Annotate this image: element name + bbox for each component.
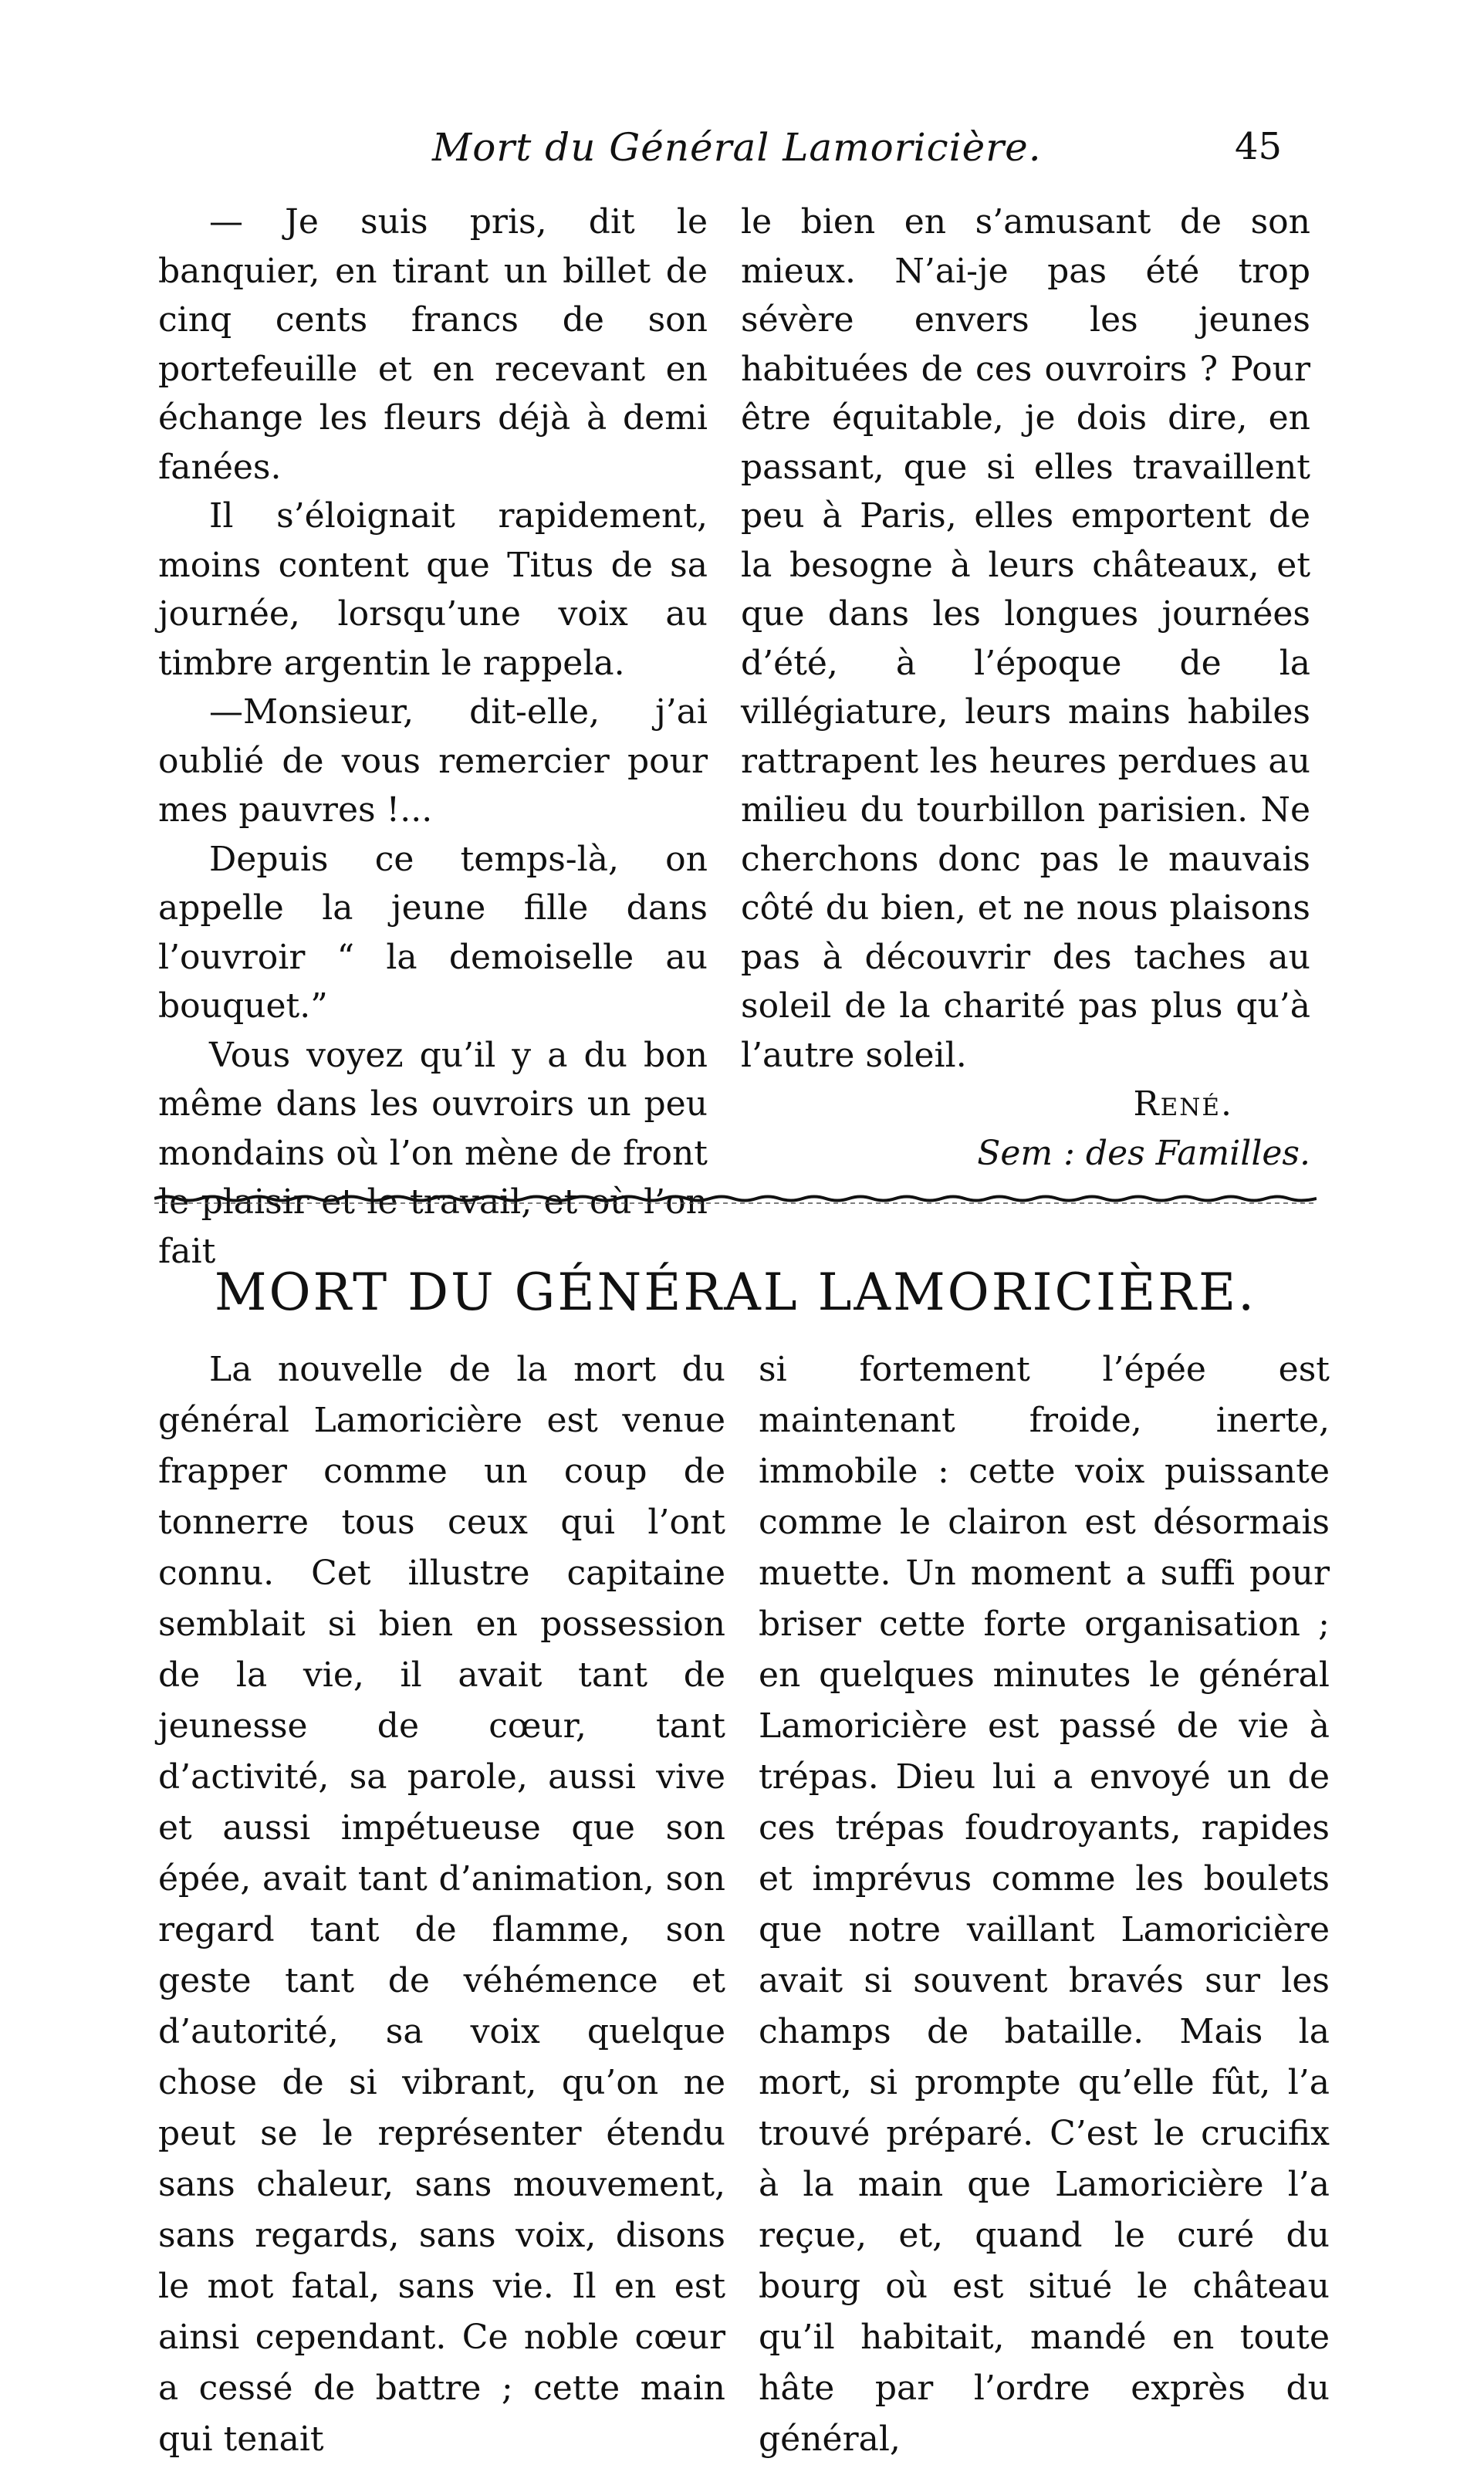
source-attribution: Sem : des Familles. bbox=[977, 1133, 1310, 1173]
signature: René. bbox=[1133, 1084, 1233, 1124]
top-left-column bbox=[158, 198, 708, 1271]
paragraph: le bien en s’amusant de son mieux. N’ai-je pas été trop sévère envers les jeunes habituées de ces ouvroirs ? Pour être équitable, je dois dire, en passant, que si elles travaillent peu à Paris, elles emportent de la besogne à leurs châteaux, et que dans les longues journées d’été, à l’époque de la villégiature, leurs mains habiles rattrapent les heures perdues au milieu du tourbillon parisien. Ne cherchons donc pas le mauvais côté du bien, et ne nous plaisons pas à découvrir des taches au soleil de la charité pas plus qu’à l’autre soleil. bbox=[741, 202, 1310, 1075]
paragraph: Vous voyez qu’il y a du bon même dans les ouvroirs un peu mondains où l’on mène de front le plaisir et le travail, et où l’on fait bbox=[158, 1035, 708, 1271]
running-head: Mort du Général Lamoricière. bbox=[432, 125, 1042, 170]
article-title: MORT DU GÉNÉRAL LAMORICIÈRE. bbox=[214, 1263, 1257, 1322]
paragraph: —Monsieur, dit-elle, j’ai oublié de vous remercier pour mes pauvres !... bbox=[158, 692, 708, 830]
ornamental-rule bbox=[154, 1195, 1317, 1205]
article-right-column bbox=[759, 1344, 1330, 2459]
paragraph: — Je suis pris, dit le banquier, en tirant un billet de cinq cents francs de son portefeuille et en recevant en échange les fleurs déjà à demi fanées. bbox=[158, 202, 708, 487]
paragraph: Depuis ce temps-là, on appelle la jeune fille dans l’ouvroir “ la demoiselle au bouquet.” bbox=[158, 839, 708, 1026]
paragraph: Il s’éloignait rapidement, moins content que Titus de sa journée, lorsqu’une voix au timbre argentin le rappela. bbox=[158, 496, 708, 683]
page-number: 45 bbox=[1235, 125, 1283, 168]
paragraph: La nouvelle de la mort du général Lamoricière est venue frapper comme un coup de tonnerre tous ceux qui l’ont connu. Cet illustre capitaine semblait si bien en possession de la vie, il avait tant de jeunesse de cœur, tant d’activité, sa parole, aussi vive et aussi impétueuse que son épée, avait tant d’animation, son regard tant de flamme, son geste tant de véhémence et d’autorité, sa voix quelque chose de si vibrant, qu’on ne peut se le représenter étendu sans chaleur, sans mouvement, sans regards, sans voix, disons le mot fatal, sans vie. Il en est ainsi cependant. Ce noble cœur a cessé de battre ; cette main qui tenait bbox=[158, 1350, 725, 2459]
top-right-column bbox=[741, 198, 1310, 1173]
paragraph: si fortement l’épée est maintenant froide, inerte, immobile : cette voix puissante comme le clairon est désormais muette. Un moment a suffi pour briser cette forte organisation ; en quelques minutes le général Lamoricière est passé de vie à trépas. Dieu lui a envoyé un de ces trépas foudroyants, rapides et imprévus comme les boulets que notre vaillant Lamoricière avait si souvent bravés sur les champs de bataille. Mais la mort, si prompte qu’elle fût, l’a trouvé préparé. C’est le crucifix à la main que Lamoricière l’a reçue, et, quand le curé du bourg où est situé le château qu’il habitait, mandé en toute hâte par l’ordre exprès du général, bbox=[759, 1350, 1330, 2459]
article-left-column bbox=[158, 1344, 725, 2459]
